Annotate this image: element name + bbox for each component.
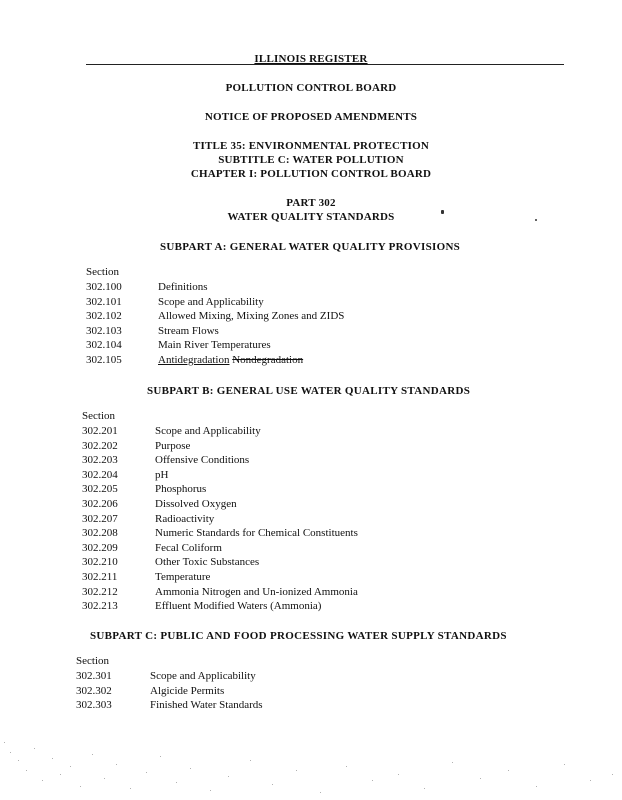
section-title: Stream Flows bbox=[158, 324, 219, 337]
section-label: Section bbox=[86, 266, 119, 278]
section-number: 302.101 bbox=[86, 295, 122, 308]
section-title: Scope and Applicability bbox=[155, 425, 261, 437]
toc-row bbox=[82, 570, 358, 585]
toc-row bbox=[86, 295, 344, 310]
deleted-text: Nondegradation bbox=[232, 353, 304, 366]
subpart-b-toc bbox=[82, 409, 358, 614]
section-number: 302.203 bbox=[82, 454, 118, 467]
section-number: 302.105 bbox=[86, 353, 122, 366]
section-number: 302.206 bbox=[82, 497, 118, 510]
section-title: Numeric Standards for Chemical Constituents bbox=[155, 527, 358, 540]
toc-row bbox=[86, 324, 344, 339]
toc-row bbox=[82, 512, 358, 527]
section-number: 302.204 bbox=[82, 468, 118, 481]
section-number: 302.104 bbox=[86, 339, 122, 352]
section-title: Allowed Mixing, Mixing Zones and ZIDS bbox=[158, 310, 345, 323]
toc-row bbox=[82, 468, 358, 483]
section-title: Algicide Permits bbox=[150, 684, 225, 697]
section-title: Radioactivity bbox=[155, 512, 215, 525]
toc-row bbox=[86, 338, 344, 353]
section-number: 302.102 bbox=[86, 310, 122, 323]
board-name: POLLUTION CONTROL BOARD bbox=[225, 82, 397, 94]
section-title-amended bbox=[158, 353, 303, 368]
toc-row bbox=[86, 309, 344, 324]
toc-row bbox=[82, 541, 358, 556]
toc-row bbox=[82, 482, 358, 497]
section-title: Offensive Conditions bbox=[155, 454, 250, 467]
toc-row bbox=[82, 453, 358, 468]
toc-row bbox=[82, 599, 358, 614]
section-title: Temperature bbox=[155, 570, 211, 583]
section-number: 302.303 bbox=[76, 699, 112, 712]
subtitle-line: SUBTITLE C: WATER POLLUTION bbox=[218, 154, 404, 166]
subpart-a-heading: SUBPART A: GENERAL WATER QUALITY PROVISIONS bbox=[160, 241, 461, 253]
section-title: Dissolved Oxygen bbox=[155, 497, 237, 510]
notice-title: NOTICE OF PROPOSED AMENDMENTS bbox=[204, 111, 418, 123]
section-label: Section bbox=[76, 655, 109, 667]
subpart-c-toc bbox=[76, 654, 263, 713]
register-title: ILLINOIS REGISTER bbox=[254, 53, 368, 65]
section-number: 302.205 bbox=[82, 483, 118, 496]
part-title: WATER QUALITY STANDARDS bbox=[227, 211, 395, 223]
section-title: pH bbox=[155, 468, 169, 481]
section-title: Purpose bbox=[155, 439, 191, 452]
subpart-b-heading: SUBPART B: GENERAL USE WATER QUALITY STANDARDS bbox=[147, 385, 471, 397]
section-title: Main River Temperatures bbox=[158, 339, 271, 352]
toc-row bbox=[76, 698, 263, 713]
inserted-text: Antidegradation bbox=[158, 353, 230, 366]
toc-row bbox=[82, 526, 358, 541]
section-number: 302.213 bbox=[82, 600, 118, 613]
section-title: Effluent Modified Waters (Ammonia) bbox=[155, 600, 322, 613]
section-title: Ammonia Nitrogen and Un-ionized Ammonia bbox=[155, 585, 358, 598]
toc-row bbox=[86, 353, 344, 368]
section-label: Section bbox=[82, 410, 115, 422]
section-number: 302.301 bbox=[76, 670, 112, 682]
section-title: Finished Water Standards bbox=[150, 699, 263, 712]
toc-row bbox=[82, 439, 358, 454]
toc-row bbox=[82, 424, 358, 439]
section-number: 302.208 bbox=[82, 527, 118, 540]
section-number: 302.103 bbox=[86, 324, 122, 337]
section-number: 302.209 bbox=[82, 541, 118, 554]
section-number: 302.302 bbox=[76, 684, 112, 697]
subpart-c-heading: SUBPART C: PUBLIC AND FOOD PROCESSING WATER SUPPLY STANDARDS bbox=[90, 630, 507, 642]
scan-speck bbox=[441, 210, 444, 214]
toc-row bbox=[82, 497, 358, 512]
section-number: 302.211 bbox=[82, 570, 118, 583]
section-number: 302.202 bbox=[82, 439, 118, 452]
scan-speck bbox=[535, 219, 537, 221]
section-number: 302.100 bbox=[86, 281, 122, 293]
section-number: 302.210 bbox=[82, 556, 118, 569]
section-title: Fecal Coliform bbox=[155, 541, 222, 554]
toc-row bbox=[86, 280, 344, 295]
toc-row bbox=[82, 585, 358, 600]
toc-row bbox=[76, 669, 263, 684]
section-title: Definitions bbox=[158, 281, 208, 293]
title-line: TITLE 35: ENVIRONMENTAL PROTECTION bbox=[192, 140, 430, 152]
header-rule bbox=[86, 64, 564, 65]
section-title: Scope and Applicability bbox=[150, 670, 256, 682]
section-number: 302.201 bbox=[82, 425, 118, 437]
scan-noise bbox=[0, 730, 622, 800]
chapter-line: CHAPTER I: POLLUTION CONTROL BOARD bbox=[190, 168, 432, 180]
subpart-a-toc bbox=[86, 265, 344, 368]
toc-row bbox=[82, 555, 358, 570]
toc-row bbox=[76, 684, 263, 699]
part-number: PART 302 bbox=[286, 197, 336, 209]
section-title: Other Toxic Substances bbox=[155, 556, 260, 569]
section-title: Scope and Applicability bbox=[158, 295, 264, 308]
section-title: Phosphorus bbox=[155, 483, 207, 496]
section-number: 302.207 bbox=[82, 512, 118, 525]
section-number: 302.212 bbox=[82, 585, 118, 598]
